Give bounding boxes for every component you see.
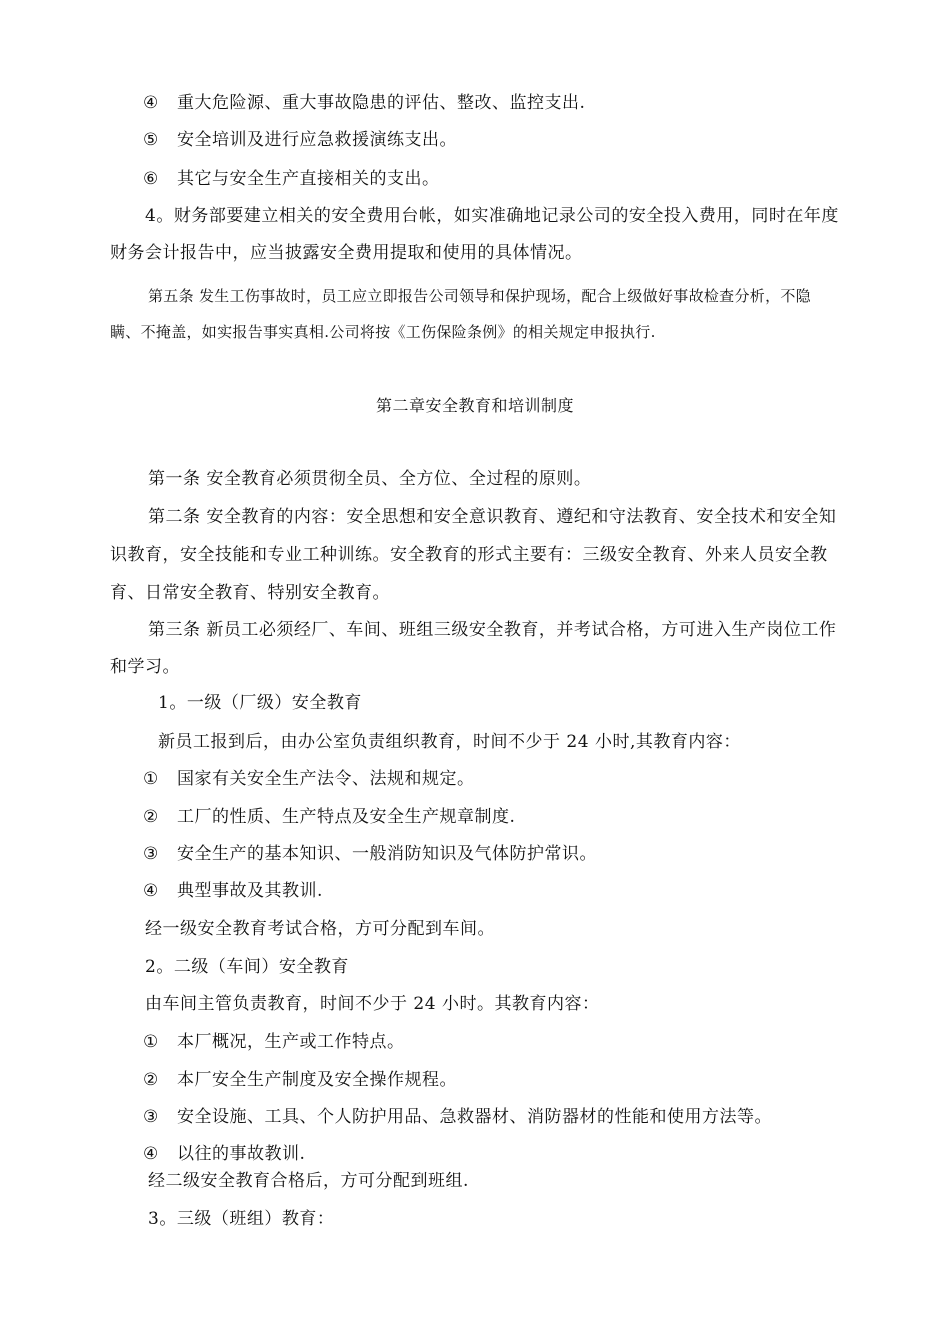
paragraph-line: 经一级安全教育考试合格，方可分配到车间。 [145, 919, 495, 939]
paragraph-line: 经二级安全教育合格后，方可分配到班组. [148, 1171, 469, 1191]
paragraph-line: 财务会计报告中，应当披露安全费用提取和使用的具体情况。 [110, 243, 583, 263]
list-marker: ① [143, 1032, 159, 1052]
list-item [143, 806, 515, 828]
list-item [143, 880, 323, 902]
article-line: 瞒、不掩盖，如实报告事实真相.公司将按《工伤保险条例》的相关规定申报执行. [110, 323, 656, 341]
list-marker: ⑤ [143, 130, 159, 150]
list-item-text: 其它与安全生产直接相关的支出。 [177, 169, 440, 189]
section-heading: 3。三级（班组）教育： [148, 1209, 335, 1229]
paragraph-line: 由车间主管负责教育，时间不少于 24 小时。其教育内容： [145, 994, 600, 1014]
article-line: 第二条 安全教育的内容：安全思想和安全意识教育、遵纪和守法教育、安全技术和安全知 [148, 507, 837, 527]
list-item [143, 843, 597, 865]
list-item-text: 重大危险源、重大事故隐患的评估、整改、监控支出. [177, 93, 586, 113]
chapter-title: 第二章安全教育和培训制度 [375, 396, 574, 415]
article-line: 和学习。 [110, 657, 180, 677]
article-line: 识教育，安全技能和专业工种训练。安全教育的形式主要有：三级安全教育、外来人员安全教 [110, 545, 828, 565]
list-item-text: 安全生产的基本知识、一般消防知识及气体防护常识。 [177, 844, 597, 864]
list-marker: ④ [143, 1144, 159, 1164]
list-item [143, 168, 440, 190]
list-item-text: 本厂概况，生产或工作特点。 [177, 1032, 405, 1052]
article-line: 第三条 新员工必须经厂、车间、班组三级安全教育，并考试合格，方可进入生产岗位工作 [148, 620, 837, 640]
list-item-text: 安全培训及进行应急救援演练支出。 [177, 130, 457, 150]
list-item [143, 1031, 405, 1053]
list-item [143, 768, 475, 790]
list-item-text: 国家有关安全生产法令、法规和规定。 [177, 769, 475, 789]
list-marker: ⑥ [143, 169, 159, 189]
list-marker: ② [143, 807, 159, 827]
list-item [143, 1143, 305, 1165]
list-marker: ② [143, 1070, 159, 1090]
list-item [143, 129, 457, 151]
list-item-text: 典型事故及其教训. [177, 881, 323, 901]
article-line: 第一条 安全教育必须贯彻全员、全方位、全过程的原则。 [148, 469, 592, 489]
section-heading: 1。一级（厂级）安全教育 [158, 693, 362, 713]
paragraph-line: 4。财务部要建立相关的安全费用台帐，如实准确地记录公司的安全投入费用，同时在年度 [145, 206, 839, 226]
paragraph-line: 新员工报到后，由办公室负责组织教育，时间不少于 24 小时,其教育内容： [158, 732, 741, 752]
list-item-text: 工厂的性质、生产特点及安全生产规章制度. [177, 807, 516, 827]
list-item [143, 1069, 457, 1091]
article-line: 育、日常安全教育、特别安全教育。 [110, 583, 390, 603]
article-line: 第五条 发生工伤事故时，员工应立即报告公司领导和保护现场，配合上级做好事故检查分析，不隐 [148, 287, 811, 305]
section-heading: 2。二级（车间）安全教育 [145, 957, 349, 977]
list-marker: ④ [143, 881, 159, 901]
list-marker: ① [143, 769, 159, 789]
list-item [143, 92, 585, 114]
list-item-text: 安全设施、工具、个人防护用品、急救器材、消防器材的性能和使用方法等。 [177, 1107, 772, 1127]
list-item [143, 1106, 772, 1128]
list-marker: ③ [143, 844, 159, 864]
list-item-text: 以往的事故教训. [177, 1144, 306, 1164]
list-item-text: 本厂安全生产制度及安全操作规程。 [177, 1070, 457, 1090]
list-marker: ③ [143, 1107, 159, 1127]
list-marker: ④ [143, 93, 159, 113]
